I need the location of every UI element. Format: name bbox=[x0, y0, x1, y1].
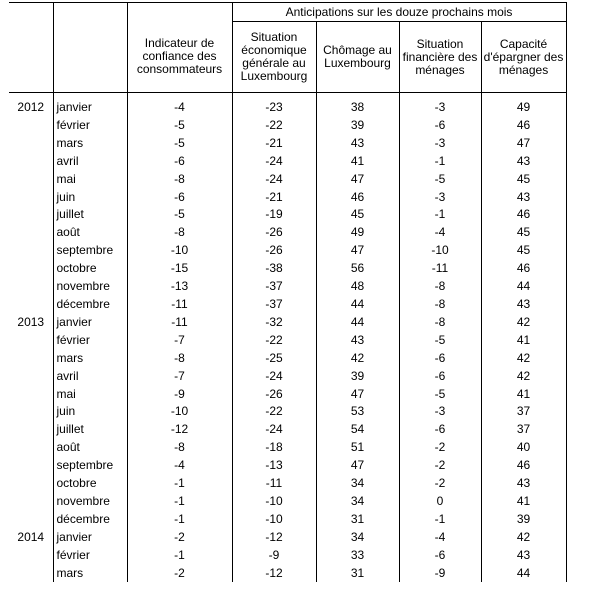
table-row bbox=[9, 529, 566, 547]
table-row bbox=[9, 278, 566, 296]
value-economic-situation: -24 bbox=[232, 368, 316, 386]
value-unemployment: 46 bbox=[316, 189, 399, 207]
table-row bbox=[9, 206, 566, 224]
value-unemployment: 43 bbox=[316, 332, 399, 350]
month-cell: juin bbox=[53, 403, 127, 421]
value-economic-situation: -10 bbox=[232, 493, 316, 511]
month-cell: octobre bbox=[53, 260, 127, 278]
value-unemployment: 47 bbox=[316, 242, 399, 260]
value-savings: 46 bbox=[481, 206, 566, 224]
value-unemployment: 34 bbox=[316, 529, 399, 547]
column-header-confidence: Indicateur de confiance des consommateurs bbox=[127, 22, 232, 93]
value-economic-situation: -9 bbox=[232, 547, 316, 565]
value-confidence: -1 bbox=[127, 511, 232, 529]
value-financial-situation: -9 bbox=[399, 565, 481, 583]
table-row bbox=[9, 368, 566, 386]
value-financial-situation: 0 bbox=[399, 493, 481, 511]
value-savings: 47 bbox=[481, 135, 566, 153]
table-row bbox=[9, 93, 566, 117]
value-savings: 43 bbox=[481, 153, 566, 171]
value-economic-situation: -22 bbox=[232, 332, 316, 350]
value-confidence: -1 bbox=[127, 475, 232, 493]
year-cell bbox=[9, 242, 53, 260]
value-unemployment: 34 bbox=[316, 475, 399, 493]
column-header-financial-situation: Situation financière des ménages bbox=[399, 22, 481, 93]
value-financial-situation: -8 bbox=[399, 314, 481, 332]
year-cell bbox=[9, 332, 53, 350]
header-corner-year bbox=[9, 3, 53, 22]
month-cell: juin bbox=[53, 189, 127, 207]
month-cell: mai bbox=[53, 171, 127, 189]
table-row bbox=[9, 475, 566, 493]
table-row bbox=[9, 547, 566, 565]
year-cell bbox=[9, 260, 53, 278]
table-row bbox=[9, 457, 566, 475]
value-unemployment: 47 bbox=[316, 457, 399, 475]
month-cell: juillet bbox=[53, 421, 127, 439]
value-savings: 44 bbox=[481, 565, 566, 583]
value-savings: 37 bbox=[481, 403, 566, 421]
value-savings: 41 bbox=[481, 493, 566, 511]
year-cell bbox=[9, 565, 53, 583]
value-confidence: -5 bbox=[127, 206, 232, 224]
value-financial-situation: -3 bbox=[399, 403, 481, 421]
table-row bbox=[9, 224, 566, 242]
month-cell: août bbox=[53, 439, 127, 457]
value-economic-situation: -32 bbox=[232, 314, 316, 332]
value-confidence: -10 bbox=[127, 403, 232, 421]
value-economic-situation: -22 bbox=[232, 117, 316, 135]
value-savings: 46 bbox=[481, 117, 566, 135]
table-row bbox=[9, 296, 566, 314]
month-cell: février bbox=[53, 332, 127, 350]
year-cell bbox=[9, 421, 53, 439]
value-economic-situation: -21 bbox=[232, 135, 316, 153]
value-economic-situation: -24 bbox=[232, 421, 316, 439]
table-row bbox=[9, 493, 566, 511]
table-row bbox=[9, 421, 566, 439]
month-cell: avril bbox=[53, 153, 127, 171]
value-confidence: -8 bbox=[127, 350, 232, 368]
value-financial-situation: -3 bbox=[399, 93, 481, 117]
value-savings: 46 bbox=[481, 457, 566, 475]
value-confidence: -13 bbox=[127, 278, 232, 296]
month-cell: février bbox=[53, 547, 127, 565]
month-cell: mars bbox=[53, 565, 127, 583]
table-row bbox=[9, 314, 566, 332]
value-financial-situation: -3 bbox=[399, 189, 481, 207]
value-financial-situation: -8 bbox=[399, 278, 481, 296]
value-confidence: -8 bbox=[127, 224, 232, 242]
month-cell: avril bbox=[53, 368, 127, 386]
value-confidence: -11 bbox=[127, 296, 232, 314]
year-cell bbox=[9, 493, 53, 511]
year-cell bbox=[9, 135, 53, 153]
value-financial-situation: -4 bbox=[399, 529, 481, 547]
value-economic-situation: -24 bbox=[232, 171, 316, 189]
header-corner-month bbox=[53, 3, 127, 22]
value-economic-situation: -25 bbox=[232, 350, 316, 368]
month-cell: décembre bbox=[53, 511, 127, 529]
value-savings: 43 bbox=[481, 547, 566, 565]
value-financial-situation: -1 bbox=[399, 153, 481, 171]
value-financial-situation: -10 bbox=[399, 242, 481, 260]
confidence-table-document bbox=[9, 2, 566, 580]
value-confidence: -4 bbox=[127, 93, 232, 117]
value-financial-situation: -1 bbox=[399, 206, 481, 224]
value-unemployment: 53 bbox=[316, 403, 399, 421]
value-savings: 43 bbox=[481, 296, 566, 314]
value-financial-situation: -4 bbox=[399, 224, 481, 242]
value-financial-situation: -5 bbox=[399, 332, 481, 350]
value-financial-situation: -6 bbox=[399, 421, 481, 439]
value-financial-situation: -5 bbox=[399, 171, 481, 189]
table-row bbox=[9, 511, 566, 529]
value-savings: 46 bbox=[481, 260, 566, 278]
value-financial-situation: -2 bbox=[399, 439, 481, 457]
table-row bbox=[9, 153, 566, 171]
table-row bbox=[9, 260, 566, 278]
year-cell bbox=[9, 153, 53, 171]
value-economic-situation: -37 bbox=[232, 278, 316, 296]
value-confidence: -2 bbox=[127, 529, 232, 547]
value-confidence: -8 bbox=[127, 439, 232, 457]
value-savings: 41 bbox=[481, 386, 566, 404]
confidence-table bbox=[9, 2, 567, 582]
value-unemployment: 51 bbox=[316, 439, 399, 457]
value-economic-situation: -12 bbox=[232, 529, 316, 547]
table-row bbox=[9, 135, 566, 153]
value-savings: 43 bbox=[481, 475, 566, 493]
group-header: Anticipations sur les douze prochains mois bbox=[232, 3, 566, 22]
header-spacer bbox=[127, 3, 232, 22]
value-unemployment: 33 bbox=[316, 547, 399, 565]
value-confidence: -12 bbox=[127, 421, 232, 439]
value-economic-situation: -10 bbox=[232, 511, 316, 529]
value-financial-situation: -1 bbox=[399, 511, 481, 529]
month-cell: janvier bbox=[53, 314, 127, 332]
value-unemployment: 31 bbox=[316, 511, 399, 529]
month-cell: novembre bbox=[53, 493, 127, 511]
group-header-row bbox=[9, 3, 566, 22]
value-savings: 43 bbox=[481, 189, 566, 207]
value-unemployment: 44 bbox=[316, 296, 399, 314]
month-cell: mars bbox=[53, 350, 127, 368]
value-unemployment: 43 bbox=[316, 135, 399, 153]
table-row bbox=[9, 565, 566, 583]
table-row bbox=[9, 189, 566, 207]
month-cell: août bbox=[53, 224, 127, 242]
value-confidence: -11 bbox=[127, 314, 232, 332]
value-confidence: -1 bbox=[127, 547, 232, 565]
column-header-unemployment: Chômage au Luxembourg bbox=[316, 22, 399, 93]
value-confidence: -6 bbox=[127, 153, 232, 171]
table-row bbox=[9, 117, 566, 135]
value-economic-situation: -12 bbox=[232, 565, 316, 583]
year-cell bbox=[9, 511, 53, 529]
value-financial-situation: -6 bbox=[399, 117, 481, 135]
month-cell: février bbox=[53, 117, 127, 135]
value-savings: 42 bbox=[481, 529, 566, 547]
value-unemployment: 39 bbox=[316, 117, 399, 135]
value-savings: 49 bbox=[481, 93, 566, 117]
value-confidence: -6 bbox=[127, 189, 232, 207]
value-unemployment: 39 bbox=[316, 368, 399, 386]
table-row bbox=[9, 403, 566, 421]
value-unemployment: 48 bbox=[316, 278, 399, 296]
table-row bbox=[9, 350, 566, 368]
value-confidence: -10 bbox=[127, 242, 232, 260]
value-confidence: -7 bbox=[127, 368, 232, 386]
value-savings: 44 bbox=[481, 278, 566, 296]
value-confidence: -9 bbox=[127, 386, 232, 404]
value-economic-situation: -19 bbox=[232, 206, 316, 224]
month-cell: septembre bbox=[53, 457, 127, 475]
value-unemployment: 56 bbox=[316, 260, 399, 278]
year-cell bbox=[9, 278, 53, 296]
value-financial-situation: -5 bbox=[399, 386, 481, 404]
value-unemployment: 41 bbox=[316, 153, 399, 171]
value-financial-situation: -2 bbox=[399, 475, 481, 493]
value-unemployment: 38 bbox=[316, 93, 399, 117]
month-cell: octobre bbox=[53, 475, 127, 493]
year-cell bbox=[9, 206, 53, 224]
month-cell: mars bbox=[53, 135, 127, 153]
value-financial-situation: -6 bbox=[399, 547, 481, 565]
value-unemployment: 45 bbox=[316, 206, 399, 224]
value-unemployment: 47 bbox=[316, 386, 399, 404]
year-cell bbox=[9, 368, 53, 386]
value-savings: 45 bbox=[481, 171, 566, 189]
year-cell bbox=[9, 189, 53, 207]
value-financial-situation: -3 bbox=[399, 135, 481, 153]
value-economic-situation: -22 bbox=[232, 403, 316, 421]
value-economic-situation: -26 bbox=[232, 224, 316, 242]
value-savings: 37 bbox=[481, 421, 566, 439]
value-confidence: -1 bbox=[127, 493, 232, 511]
value-financial-situation: -8 bbox=[399, 296, 481, 314]
month-cell: juillet bbox=[53, 206, 127, 224]
year-cell bbox=[9, 439, 53, 457]
year-cell bbox=[9, 171, 53, 189]
value-economic-situation: -11 bbox=[232, 475, 316, 493]
value-economic-situation: -24 bbox=[232, 153, 316, 171]
value-savings: 41 bbox=[481, 332, 566, 350]
value-economic-situation: -37 bbox=[232, 296, 316, 314]
value-unemployment: 54 bbox=[316, 421, 399, 439]
month-cell: janvier bbox=[53, 93, 127, 117]
year-cell bbox=[9, 224, 53, 242]
value-confidence: -4 bbox=[127, 457, 232, 475]
value-savings: 42 bbox=[481, 314, 566, 332]
value-savings: 45 bbox=[481, 242, 566, 260]
value-savings: 42 bbox=[481, 368, 566, 386]
value-economic-situation: -26 bbox=[232, 386, 316, 404]
value-financial-situation: -11 bbox=[399, 260, 481, 278]
year-cell bbox=[9, 117, 53, 135]
value-economic-situation: -38 bbox=[232, 260, 316, 278]
value-savings: 39 bbox=[481, 511, 566, 529]
value-unemployment: 44 bbox=[316, 314, 399, 332]
value-economic-situation: -13 bbox=[232, 457, 316, 475]
value-financial-situation: -6 bbox=[399, 368, 481, 386]
column-header-savings: Capacité d'épargner des ménages bbox=[481, 22, 566, 93]
table-row bbox=[9, 171, 566, 189]
month-cell: septembre bbox=[53, 242, 127, 260]
year-cell bbox=[9, 457, 53, 475]
year-cell: 2014 bbox=[17, 529, 45, 544]
value-economic-situation: -18 bbox=[232, 439, 316, 457]
value-unemployment: 49 bbox=[316, 224, 399, 242]
value-unemployment: 34 bbox=[316, 493, 399, 511]
value-confidence: -2 bbox=[127, 565, 232, 583]
value-unemployment: 42 bbox=[316, 350, 399, 368]
value-savings: 45 bbox=[481, 224, 566, 242]
year-cell bbox=[9, 475, 53, 493]
column-header-economic-situation: Situation économique générale au Luxembourg bbox=[232, 22, 316, 93]
header-year-cell bbox=[9, 22, 53, 93]
year-cell: 2012 bbox=[17, 100, 45, 114]
year-cell bbox=[9, 386, 53, 404]
value-unemployment: 47 bbox=[316, 171, 399, 189]
table-row bbox=[9, 332, 566, 350]
value-economic-situation: -21 bbox=[232, 189, 316, 207]
year-cell bbox=[9, 547, 53, 565]
value-financial-situation: -6 bbox=[399, 350, 481, 368]
year-cell bbox=[9, 403, 53, 421]
year-cell bbox=[9, 296, 53, 314]
table-row bbox=[9, 439, 566, 457]
table-row bbox=[9, 242, 566, 260]
value-confidence: -15 bbox=[127, 260, 232, 278]
value-confidence: -5 bbox=[127, 117, 232, 135]
table-row bbox=[9, 386, 566, 404]
value-confidence: -7 bbox=[127, 332, 232, 350]
month-cell: novembre bbox=[53, 278, 127, 296]
header-month-cell bbox=[53, 22, 127, 93]
value-unemployment: 31 bbox=[316, 565, 399, 583]
value-confidence: -8 bbox=[127, 171, 232, 189]
value-confidence: -5 bbox=[127, 135, 232, 153]
value-financial-situation: -2 bbox=[399, 457, 481, 475]
month-cell: janvier bbox=[53, 529, 127, 547]
value-savings: 40 bbox=[481, 439, 566, 457]
year-cell: 2013 bbox=[17, 314, 45, 329]
value-economic-situation: -23 bbox=[232, 93, 316, 117]
table-body bbox=[9, 3, 566, 583]
month-cell: mai bbox=[53, 386, 127, 404]
column-header-row bbox=[9, 22, 566, 93]
value-economic-situation: -26 bbox=[232, 242, 316, 260]
value-savings: 42 bbox=[481, 350, 566, 368]
month-cell: décembre bbox=[53, 296, 127, 314]
year-cell bbox=[9, 350, 53, 368]
